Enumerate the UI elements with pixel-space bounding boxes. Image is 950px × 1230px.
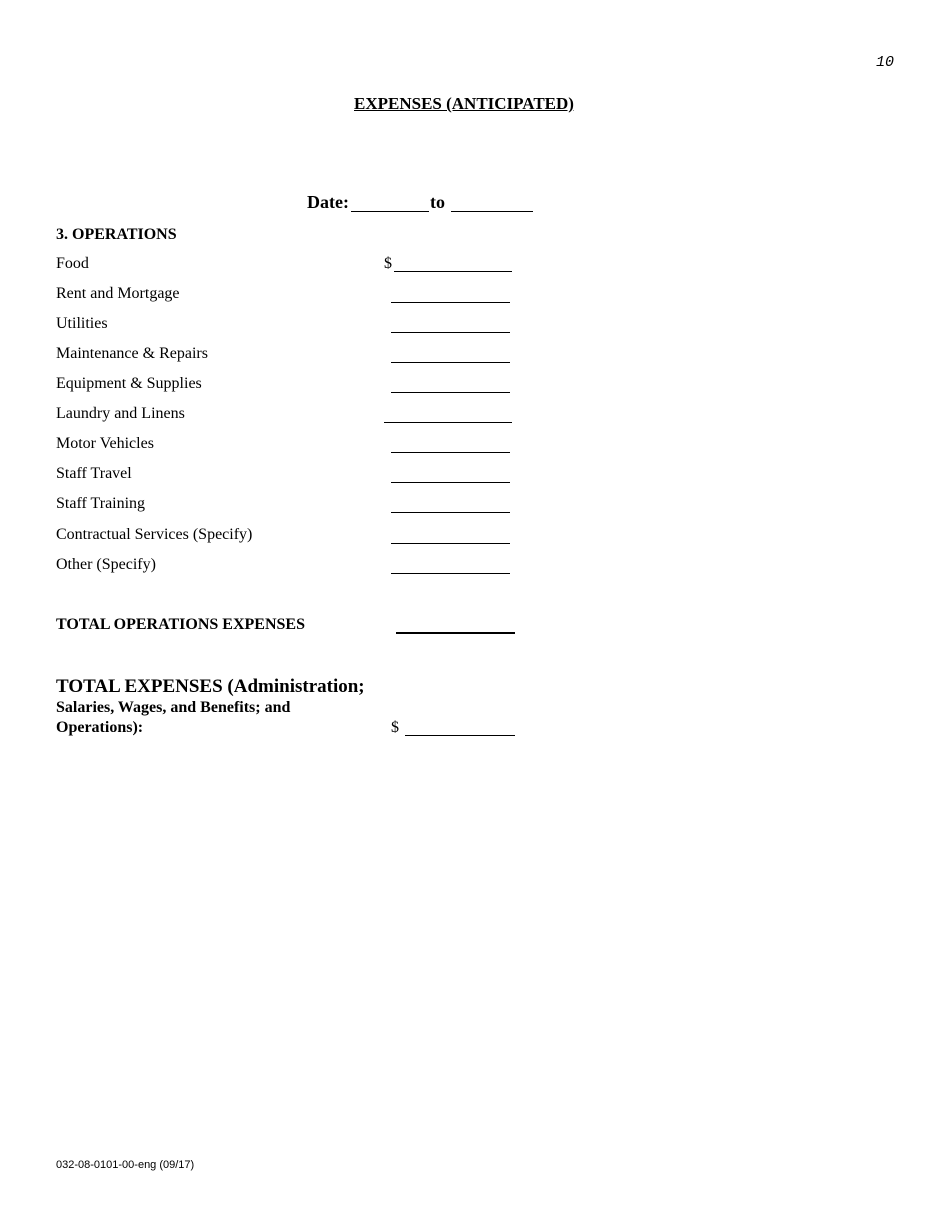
- currency-symbol: $: [384, 255, 392, 272]
- maintenance-amount-field[interactable]: [391, 362, 510, 363]
- total-operations-field[interactable]: [396, 632, 515, 634]
- item-label-rent: Rent and Mortgage: [56, 285, 180, 302]
- laundry-amount-field[interactable]: [384, 422, 512, 423]
- page-number: 10: [876, 54, 895, 71]
- item-label-utilities: Utilities: [56, 315, 108, 332]
- total-operations-label: TOTAL OPERATIONS EXPENSES: [56, 616, 305, 633]
- item-label-maintenance: Maintenance & Repairs: [56, 345, 208, 362]
- date-to-label: to: [430, 192, 445, 212]
- total-currency-symbol: $: [391, 719, 399, 736]
- form-code-footer: 032-08-0101-00-eng (09/17): [56, 1159, 195, 1171]
- equipment-amount-field[interactable]: [391, 392, 510, 393]
- food-amount-field[interactable]: [394, 271, 512, 272]
- total-expenses-label-line1: TOTAL EXPENSES (Administration;: [56, 676, 365, 697]
- rent-amount-field[interactable]: [391, 302, 510, 303]
- staff-travel-amount-field[interactable]: [391, 482, 510, 483]
- item-label-staff-training: Staff Training: [56, 495, 146, 512]
- item-label-other: Other (Specify): [56, 556, 156, 573]
- total-expenses-field[interactable]: [405, 735, 515, 736]
- date-from-field[interactable]: [351, 211, 429, 212]
- motor-vehicles-amount-field[interactable]: [391, 452, 510, 453]
- other-amount-field[interactable]: [391, 573, 510, 574]
- item-label-laundry: Laundry and Linens: [56, 405, 185, 422]
- page-title: EXPENSES (ANTICIPATED): [354, 94, 574, 113]
- total-expenses-label-line3: Operations):: [56, 719, 144, 736]
- item-label-staff-travel: Staff Travel: [56, 465, 132, 482]
- contractual-amount-field[interactable]: [391, 543, 510, 544]
- utilities-amount-field[interactable]: [391, 332, 510, 333]
- item-label-equipment: Equipment & Supplies: [56, 375, 202, 392]
- item-label-food: Food: [56, 255, 89, 272]
- date-to-field[interactable]: [451, 211, 533, 212]
- item-label-contractual: Contractual Services (Specify): [56, 526, 253, 543]
- date-label: Date:: [307, 192, 349, 212]
- total-expenses-label-line2: Salaries, Wages, and Benefits; and: [56, 699, 291, 716]
- section-heading-operations: 3. OPERATIONS: [56, 226, 177, 243]
- item-label-motor-vehicles: Motor Vehicles: [56, 435, 154, 452]
- staff-training-amount-field[interactable]: [391, 512, 510, 513]
